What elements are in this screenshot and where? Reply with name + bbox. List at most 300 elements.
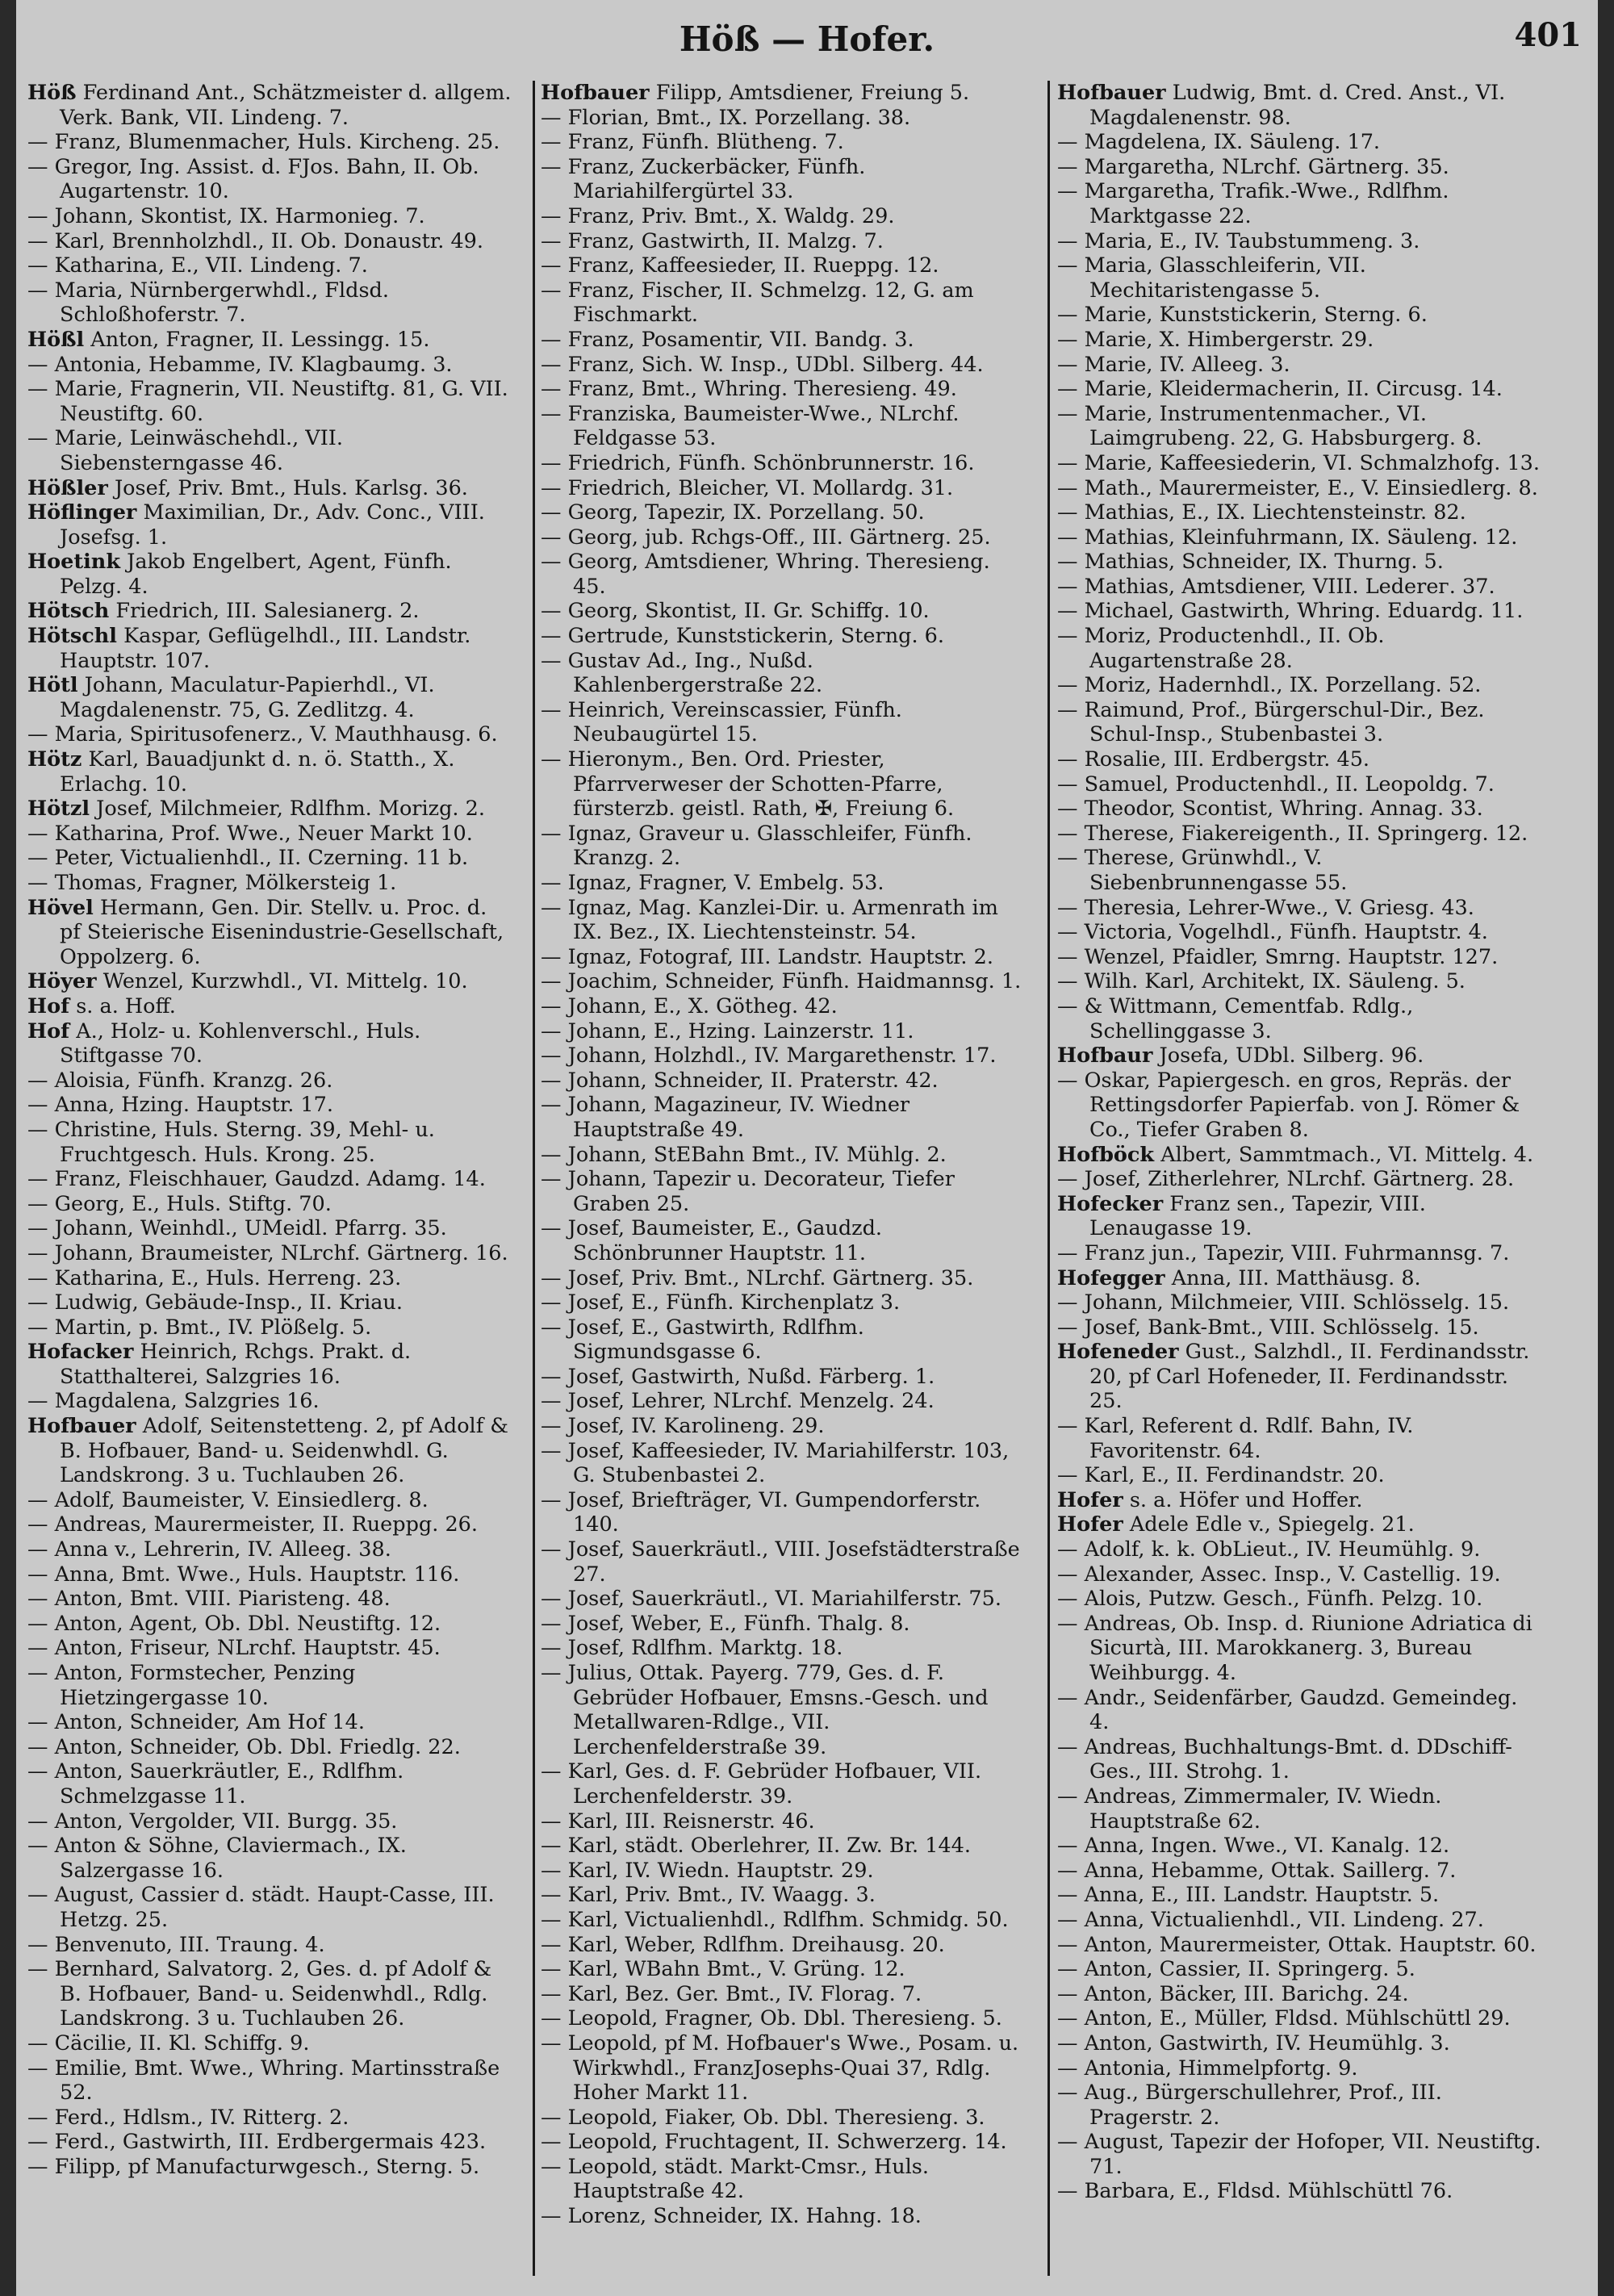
directory-entry bbox=[1057, 1587, 1541, 1612]
entry-text: — Benvenuto, III. Traung. 4. bbox=[27, 1932, 325, 1957]
directory-entry bbox=[541, 969, 1025, 994]
directory-entry bbox=[541, 500, 1025, 525]
entry-text: Anna, III. Matthäusg. 8. bbox=[1171, 1265, 1421, 1290]
entry-text: — Ignaz, Fotograf, III. Landstr. Hauptstr. 2. bbox=[541, 944, 993, 969]
entry-text: — Florian, Bmt., IX. Porzellang. 38. bbox=[541, 105, 911, 130]
entry-text: — Josef, Gastwirth, Nußd. Färberg. 1. bbox=[541, 1364, 935, 1389]
entry-text: — Gregor, Ing. Assist. d. FJos. Bahn, II. Ob. Augartenstr. 10. bbox=[27, 154, 486, 204]
entry-text: — Anton, Schneider, Ob. Dbl. Friedlg. 22. bbox=[27, 1734, 461, 1759]
directory-entry bbox=[1057, 328, 1541, 353]
entry-text: — Raimund, Prof., Bürgerschul-Dir., Bez. Schul-Insp., Stubenbastei 3. bbox=[1057, 697, 1491, 747]
entry-text: — Anton, Friseur, NLrchf. Hauptstr. 45. bbox=[27, 1636, 441, 1661]
directory-entry bbox=[541, 1587, 1025, 1612]
directory-entry bbox=[1057, 130, 1541, 155]
entry-text: — Alexander, Assec. Insp., V. Castellig. 19. bbox=[1057, 1562, 1501, 1587]
directory-entry bbox=[1057, 253, 1541, 303]
directory-entry bbox=[27, 1512, 512, 1537]
entry-text: — Marie, Leinwäschehdl., VII. Siebensterngasse 46. bbox=[27, 426, 350, 475]
entry-text: — Josef, E., Gastwirth, Rdlfhm. Sigmundsgasse 6. bbox=[541, 1315, 871, 1365]
directory-entry bbox=[27, 1414, 516, 1488]
entry-text: — Marie, Kunststickerin, Sterng. 6. bbox=[1057, 303, 1428, 328]
directory-entry bbox=[27, 846, 512, 871]
directory-entry bbox=[1057, 1069, 1541, 1143]
directory-entry bbox=[27, 673, 512, 722]
entry-text: — Karl, IV. Wiedn. Hauptstr. 29. bbox=[541, 1858, 874, 1883]
directory-entry bbox=[1057, 1290, 1541, 1315]
entry-text: — Marie, X. Himbergerstr. 29. bbox=[1057, 327, 1374, 352]
directory-entry bbox=[541, 1290, 1025, 1315]
entry-text: — Georg, Skontist, II. Gr. Schiffg. 10. bbox=[541, 599, 930, 624]
entry-text: — Anton, Bäcker, III. Barichg. 24. bbox=[1057, 1981, 1409, 2006]
column-divider bbox=[533, 81, 535, 2276]
entry-text: Ferdinand Ant., Schätzmeister d. allgem. Verk. Bank, VII. Lindeng. 7. bbox=[60, 81, 518, 130]
directory-entry bbox=[1057, 353, 1541, 378]
entry-text: — Anna, Victualienhdl., VII. Lindeng. 27. bbox=[1057, 1907, 1484, 1932]
directory-entry bbox=[1057, 920, 1541, 945]
directory-entry bbox=[27, 1537, 512, 1562]
entry-text: — Josef, Zitherlehrer, NLrchf. Gärtnerg. 28. bbox=[1057, 1167, 1515, 1192]
entry-text: — Katharina, E., VII. Lindeng. 7. bbox=[27, 253, 368, 278]
directory-entry bbox=[541, 155, 1025, 204]
directory-entry bbox=[541, 81, 1025, 106]
entry-text: — Maria, Nürnbergerwhdl., Fldsd. Schloßhoferstr. 7. bbox=[27, 278, 396, 328]
entry-text: — Franz, Fischer, II. Schmelzg. 12, G. am Fischmarkt. bbox=[541, 278, 981, 328]
entry-text: — Moriz, Hadernhdl., IX. Porzellang. 52. bbox=[1057, 673, 1482, 698]
entry-text: — Andreas, Zimmermaler, IV. Wiedn. Hauptstraße 62. bbox=[1057, 1784, 1449, 1834]
directory-entry bbox=[541, 1908, 1025, 1933]
directory-entry bbox=[1057, 1340, 1541, 1414]
entry-text: — Josef, Sauerkräutl., VI. Mariahilferstr. 75. bbox=[541, 1587, 1001, 1612]
directory-entry bbox=[1057, 1537, 1541, 1562]
directory-entry bbox=[541, 1167, 1025, 1216]
entry-text: — Anton, Gastwirth, IV. Heumühlg. 3. bbox=[1057, 2030, 1450, 2056]
directory-entry bbox=[1057, 81, 1541, 130]
directory-entry bbox=[27, 1093, 512, 1118]
entry-text: — August, Tapezir der Hofoper, VII. Neustiftg. 71. bbox=[1057, 2130, 1548, 2179]
directory-entry bbox=[1057, 377, 1541, 402]
directory-entry bbox=[541, 2155, 1025, 2204]
page-title: Höß — Hofer. bbox=[679, 19, 935, 59]
entry-text: — Georg, E., Huls. Stiftg. 70. bbox=[27, 1191, 332, 1216]
directory-entry bbox=[27, 1809, 512, 1834]
directory-entry bbox=[541, 698, 1025, 747]
entry-text: — Antonia, Hebamme, IV. Klagbaumg. 3. bbox=[27, 352, 453, 377]
directory-entry bbox=[1057, 402, 1541, 451]
entry-surname: Hövel bbox=[27, 895, 94, 920]
entry-text: — Karl, Weber, Rdlfhm. Dreihausg. 20. bbox=[541, 1932, 945, 1957]
directory-entry bbox=[541, 1389, 1025, 1414]
directory-entry bbox=[27, 1933, 512, 1958]
entry-text: — Joachim, Schneider, Fünfh. Haidmannsg. 1. bbox=[541, 969, 1022, 994]
directory-entry bbox=[27, 1735, 512, 1760]
entry-text: — Franz, Posamentir, VII. Bandg. 3. bbox=[541, 327, 914, 352]
entry-text: — Andreas, Maurermeister, II. Rueppg. 26. bbox=[27, 1512, 479, 1537]
directory-entry bbox=[1057, 698, 1541, 747]
directory-entry bbox=[1057, 624, 1541, 673]
entry-text: — Josef, E., Fünfh. Kirchenplatz 3. bbox=[541, 1290, 901, 1315]
directory-entry bbox=[541, 994, 1025, 1019]
entry-text: — Mathias, Schneider, IX. Thurng. 5. bbox=[1057, 550, 1444, 575]
directory-entry bbox=[1057, 945, 1541, 970]
directory-entry bbox=[1057, 476, 1541, 501]
entry-text: — Josef, Bank-Bmt., VIII. Schlösselg. 15. bbox=[1057, 1315, 1479, 1340]
entry-text: — Michael, Gastwirth, Whring. Eduardg. 11. bbox=[1057, 599, 1524, 624]
directory-entry bbox=[541, 747, 1025, 822]
directory-entry bbox=[541, 1809, 1025, 1834]
entry-surname: Hofbauer bbox=[1057, 81, 1166, 105]
entry-text: — Josef, Briefträger, VI. Gumpendorferstr. 140. bbox=[541, 1487, 988, 1537]
directory-entry bbox=[541, 278, 1025, 328]
directory-entry bbox=[27, 155, 512, 204]
entry-text: Josef, Milchmeier, Rdlfhm. Morizg. 2. bbox=[96, 797, 485, 822]
directory-entry bbox=[27, 1587, 512, 1612]
entry-text: — Friedrich, Fünfh. Schönbrunnerstr. 16. bbox=[541, 450, 975, 475]
entry-text: — Theodor, Scontist, Whring. Annag. 33. bbox=[1057, 797, 1483, 822]
entry-text: — Karl, E., II. Ferdinandstr. 20. bbox=[1057, 1463, 1385, 1488]
directory-entry bbox=[1057, 2179, 1541, 2204]
entry-text: — Anton & Söhne, Claviermach., IX. Salzergasse 16. bbox=[27, 1834, 413, 1883]
entry-surname: Hötsch bbox=[27, 599, 110, 624]
running-head bbox=[16, 15, 1598, 63]
entry-surname: Hößler bbox=[27, 475, 108, 500]
entry-text: — Johann, E., Hzing. Lainzerstr. 11. bbox=[541, 1018, 914, 1043]
entry-text: — Anton, Maurermeister, Ottak. Hauptstr. 60. bbox=[1057, 1932, 1537, 1957]
entry-text: A., Holz- u. Kohlenverschl., Huls. Stiftgasse 70. bbox=[60, 1018, 428, 1069]
directory-entry bbox=[541, 1365, 1025, 1390]
entry-surname: Höflinger bbox=[27, 500, 137, 525]
directory-entry bbox=[541, 2204, 1025, 2229]
entry-text: — Josef, Priv. Bmt., NLrchf. Gärtnerg. 35. bbox=[541, 1265, 974, 1290]
directory-entry bbox=[27, 1883, 512, 1932]
entry-text: — Victoria, Vogelhdl., Fünfh. Hauptstr. 4. bbox=[1057, 920, 1488, 945]
directory-entry bbox=[27, 1612, 512, 1637]
directory-entry bbox=[27, 2056, 512, 2106]
directory-entry bbox=[27, 1266, 512, 1291]
entry-text: — Andreas, Buchhaltungs-Bmt. d. DDschiff-Ges., III. Strohg. 1. bbox=[1057, 1734, 1512, 1784]
entry-text: s. a. Höfer und Hoffer. bbox=[1129, 1487, 1363, 1512]
directory-entry bbox=[1057, 2031, 1541, 2056]
entry-text: — Georg, Tapezir, IX. Porzellang. 50. bbox=[541, 500, 925, 525]
entry-text: — Gustav Ad., Ing., Nußd. Kahlenbergerstraße 22. bbox=[541, 648, 823, 698]
directory-entry bbox=[541, 353, 1025, 378]
directory-entry bbox=[541, 871, 1025, 896]
entry-text: — Leopold, Fragner, Ob. Dbl. Theresieng. 5. bbox=[541, 2006, 1002, 2031]
directory-entry bbox=[27, 1315, 512, 1340]
entry-text: — Johann, Schneider, II. Praterstr. 42. bbox=[541, 1068, 939, 1093]
directory-entry bbox=[1057, 303, 1541, 328]
directory-entry bbox=[541, 1537, 1025, 1587]
entry-text: — Marie, Fragnerin, VII. Neustiftg. 81, G. VII. Neustiftg. 60. bbox=[27, 377, 515, 426]
directory-entry bbox=[541, 599, 1025, 624]
entry-text: — Rosalie, III. Erdbergstr. 45. bbox=[1057, 747, 1370, 772]
entry-text: — Ludwig, Gebäude-Insp., II. Kriau. bbox=[27, 1290, 403, 1315]
entry-text: Gust., Salzhdl., II. Ferdinandsstr. 20, pf Carl Hofeneder, II. Ferdinandsstr. 25. bbox=[1089, 1340, 1537, 1414]
entry-text: — Karl, III. Reisnerstr. 46. bbox=[541, 1809, 815, 1834]
directory-entry bbox=[1057, 1414, 1541, 1463]
entry-text: — Therese, Fiakereigenth., II. Springerg. 12. bbox=[1057, 821, 1528, 846]
directory-entry bbox=[541, 1661, 1025, 1759]
directory-entry bbox=[541, 2031, 1025, 2106]
entry-text: — Hieronym., Ben. Ord. Priester, Pfarrverweser der Schotten-Pfarre, fürsterzb. geistl. Rath, ✠, Freiung 6. bbox=[541, 747, 955, 822]
directory-entry bbox=[27, 1290, 512, 1315]
directory-entry bbox=[1057, 2081, 1541, 2130]
entry-text: — Mathias, E., IX. Liechtensteinstr. 82. bbox=[1057, 500, 1466, 525]
directory-entry bbox=[27, 476, 512, 501]
entry-text: — Franz, Bmt., Whring. Theresieng. 49. bbox=[541, 377, 957, 402]
entry-surname: Hofbaur bbox=[1057, 1043, 1153, 1069]
entry-text: — Josef, Lehrer, NLrchf. Menzelg. 24. bbox=[541, 1389, 935, 1414]
directory-entry bbox=[541, 1093, 1025, 1142]
directory-entry bbox=[541, 1043, 1025, 1069]
entry-text: — Mathias, Kleinfuhrmann, IX. Säuleng. 12. bbox=[1057, 525, 1518, 550]
directory-entry bbox=[27, 722, 512, 747]
directory-entry bbox=[1057, 1167, 1541, 1192]
entry-text: Josefa, UDbl. Silberg. 96. bbox=[1159, 1043, 1424, 1069]
directory-entry bbox=[1057, 1686, 1541, 1735]
directory-entry bbox=[541, 1636, 1025, 1661]
directory-entry bbox=[27, 353, 512, 378]
entry-text: — Josef, Weber, E., Fünfh. Thalg. 8. bbox=[541, 1611, 910, 1636]
entry-text: Josef, Priv. Bmt., Huls. Karlsg. 36. bbox=[114, 475, 468, 500]
entry-text: — Anton, Sauerkräutler, E., Rdlfhm. Schmelzgasse 11. bbox=[27, 1759, 411, 1809]
entry-text: s. a. Hoff. bbox=[76, 993, 176, 1018]
entry-text: — Ferd., Hdlsm., IV. Ritterg. 2. bbox=[27, 2105, 349, 2130]
entry-surname: Hötschl bbox=[27, 624, 117, 649]
entry-text: — Moriz, Productenhdl., II. Ob. Augartenstraße 28. bbox=[1057, 624, 1391, 673]
entry-text: — Franz, Zuckerbäcker, Fünfh. Mariahilfergürtel 33. bbox=[541, 154, 872, 204]
column-3 bbox=[1057, 81, 1548, 2284]
entry-surname: Hofer bbox=[1057, 1487, 1123, 1512]
entry-text: — Johann, StEBahn Bmt., IV. Mühlg. 2. bbox=[541, 1142, 947, 1167]
entry-text: — Johann, Tapezir u. Decorateur, Tiefer Graben 25. bbox=[541, 1167, 962, 1216]
directory-entry bbox=[541, 624, 1025, 649]
entry-text: — Marie, IV. Alleeg. 3. bbox=[1057, 352, 1290, 377]
directory-entry bbox=[541, 106, 1025, 131]
entry-text: — Georg, Amtsdiener, Whring. Theresieng. 45. bbox=[541, 550, 997, 599]
entry-text: — Katharina, Prof. Wwe., Neuer Markt 10. bbox=[27, 821, 473, 846]
directory-entry bbox=[27, 797, 512, 822]
directory-entry bbox=[1057, 1883, 1541, 1908]
directory-entry bbox=[541, 328, 1025, 353]
directory-entry bbox=[541, 229, 1025, 254]
entry-surname: Hofbauer bbox=[27, 1414, 136, 1439]
entry-text: — Karl, Bez. Ger. Bmt., IV. Florag. 7. bbox=[541, 1981, 922, 2006]
directory-entry bbox=[541, 1982, 1025, 2007]
directory-entry bbox=[541, 896, 1025, 945]
directory-entry bbox=[1057, 772, 1541, 797]
entry-text: — Bernhard, Salvatorg. 2, Ges. d. pf Adolf & B. Hofbauer, Band- u. Seidenwhdl., Rdlg. Landskrong. 3 u. Tuchlauben 26. bbox=[27, 1957, 499, 2031]
page-number: 401 bbox=[1514, 16, 1582, 54]
entry-text: — Karl, Referent d. Rdlf. Bahn, IV. Favoritenstr. 64. bbox=[1057, 1414, 1420, 1463]
directory-entry bbox=[1057, 500, 1541, 525]
directory-entry bbox=[541, 2006, 1025, 2031]
entry-text: — Katharina, E., Huls. Herreng. 23. bbox=[27, 1265, 402, 1290]
directory-entry bbox=[27, 130, 512, 155]
entry-text: — Johann, Weinhdl., UMeidl. Pfarrg. 35. bbox=[27, 1216, 447, 1241]
entry-text: — Johann, E., X. Götheg. 42. bbox=[541, 993, 838, 1018]
directory-entry bbox=[27, 1834, 512, 1883]
directory-entry bbox=[27, 1019, 512, 1069]
directory-entry bbox=[541, 649, 1025, 698]
entry-text: — Andr., Seidenfärber, Gaudzd. Gemeindeg. 4. bbox=[1057, 1685, 1524, 1735]
directory-entry bbox=[27, 1118, 512, 1167]
entry-text: — Johann, Milchmeier, VIII. Schlösselg. 15. bbox=[1057, 1290, 1510, 1315]
directory-entry bbox=[27, 1636, 512, 1661]
entry-text: — Johann, Skontist, IX. Harmonieg. 7. bbox=[27, 203, 425, 228]
entry-text: — Emilie, Bmt. Wwe., Whring. Martinsstraße 52. bbox=[27, 2056, 507, 2106]
directory-entry bbox=[27, 747, 512, 797]
entry-text: — Leopold, Fruchtagent, II. Schwerzerg. 14. bbox=[541, 2130, 1007, 2155]
entry-text: — Magdelena, IX. Säuleng. 17. bbox=[1057, 130, 1381, 155]
directory-entry bbox=[1057, 1488, 1541, 1513]
directory-entry bbox=[1057, 1859, 1541, 1884]
entry-surname: Hofer bbox=[1057, 1512, 1123, 1537]
directory-entry bbox=[27, 377, 515, 426]
entry-text: — Franz, Fleischhauer, Gaudzd. Adamg. 14. bbox=[27, 1167, 486, 1192]
entry-text: Jakob Engelbert, Agent, Fünfh. Pelzg. 4. bbox=[60, 550, 458, 599]
directory-entry bbox=[1057, 229, 1541, 254]
entry-text: — Marie, Instrumentenmacher., VI. Laimgrubeng. 22, G. Habsburgerg. 8. bbox=[1057, 401, 1482, 451]
entry-text: Franz sen., Tapezir, VIII. Lenaugasse 19. bbox=[1089, 1191, 1432, 1241]
directory-entry bbox=[541, 2130, 1025, 2155]
directory-entry bbox=[27, 550, 512, 599]
directory-entry bbox=[541, 1069, 1025, 1094]
entry-text: Friedrich, III. Salesianerg. 2. bbox=[115, 599, 420, 624]
directory-entry bbox=[1057, 969, 1541, 994]
directory-entry bbox=[1057, 550, 1541, 575]
entry-text: — Franz, Gastwirth, II. Malzg. 7. bbox=[541, 228, 884, 253]
entry-surname: Hofbauer bbox=[541, 81, 650, 105]
entry-text: — Josef, Baumeister, E., Gaudzd. Schönbrunner Hauptstr. 11. bbox=[541, 1216, 889, 1265]
entry-text: — Franz, Priv. Bmt., X. Waldg. 29. bbox=[541, 203, 895, 228]
entry-text: — Maria, Glasschleiferin, VII. Mechitaristengasse 5. bbox=[1057, 253, 1373, 303]
entry-text: — Wilh. Karl, Architekt, IX. Säuleng. 5. bbox=[1057, 969, 1466, 994]
entry-text: — Maria, Spiritusofenerz., V. Mauthhausg. 6. bbox=[27, 722, 498, 747]
directory-entry bbox=[27, 1389, 512, 1414]
directory-entry bbox=[541, 1834, 1025, 1859]
directory-entry bbox=[27, 871, 512, 896]
entry-text: — Ignaz, Fragner, V. Embelg. 53. bbox=[541, 871, 884, 895]
entry-text: Ludwig, Bmt. d. Cred. Anst., VI. Magdalenenstr. 98. bbox=[1089, 81, 1512, 130]
directory-entry bbox=[541, 451, 1025, 476]
directory-entry bbox=[541, 1414, 1025, 1439]
entry-surname: Hof bbox=[27, 1018, 70, 1043]
directory-entry bbox=[1057, 1266, 1541, 1291]
directory-entry bbox=[541, 1266, 1025, 1291]
directory-entry bbox=[27, 278, 512, 328]
entry-text: Karl, Bauadjunkt d. n. ö. Statth., X. Erlachg. 10. bbox=[60, 747, 462, 797]
directory-entry bbox=[27, 1216, 512, 1241]
directory-entry bbox=[1057, 896, 1541, 921]
entry-text: — Anton, Cassier, II. Springerg. 5. bbox=[1057, 1957, 1415, 1982]
directory-entry bbox=[541, 550, 1025, 599]
directory-entry bbox=[1057, 846, 1541, 895]
entry-text: — Anna, Hebamme, Ottak. Saillerg. 7. bbox=[1057, 1858, 1457, 1883]
entry-text: — Johann, Braumeister, NLrchf. Gärtnerg. 16. bbox=[27, 1240, 508, 1265]
entry-surname: Hof bbox=[27, 993, 70, 1018]
directory-entry bbox=[1057, 179, 1541, 228]
entry-text: Heinrich, Rchgs. Prakt. d. Statthalterei, Salzgries 16. bbox=[60, 1340, 418, 1389]
directory-entry bbox=[27, 328, 512, 353]
directory-entry bbox=[27, 229, 512, 254]
entry-text: Anton, Fragner, II. Lessingg. 15. bbox=[90, 327, 430, 352]
directory-entry bbox=[541, 402, 1025, 451]
entry-text: — Peter, Victualienhdl., II. Czerning. 11 b. bbox=[27, 846, 469, 871]
entry-text: — Oskar, Papiergesch. en gros, Repräs. der Rettingsdorfer Papierfab. von J. Römer & Co., Tiefer Graben 8. bbox=[1057, 1068, 1527, 1142]
entry-text: — Anna, Ingen. Wwe., VI. Kanalg. 12. bbox=[1057, 1834, 1450, 1859]
directory-entry bbox=[1057, 525, 1541, 550]
entry-text: — Josef, IV. Karolineng. 29. bbox=[541, 1414, 825, 1439]
entry-text: — Aug., Bürgerschullehrer, Prof., III. Pragerstr. 2. bbox=[1057, 2081, 1449, 2130]
entry-text: — Lorenz, Schneider, IX. Hahng. 18. bbox=[541, 2204, 922, 2229]
directory-entry bbox=[1057, 673, 1541, 698]
directory-entry bbox=[1057, 1834, 1541, 1859]
entry-text: — Leopold, Fiaker, Ob. Dbl. Theresieng. 3. bbox=[541, 2105, 985, 2130]
entry-surname: Hötz bbox=[27, 747, 82, 772]
directory-entry bbox=[541, 204, 1025, 229]
directory-entry bbox=[1057, 1192, 1541, 1241]
entry-text: — Math., Maurermeister, E., V. Einsiedlerg. 8. bbox=[1057, 475, 1538, 500]
directory-entry bbox=[541, 1216, 1025, 1265]
directory-entry bbox=[1057, 2056, 1541, 2081]
directory-entry bbox=[541, 2106, 1025, 2131]
directory-entry bbox=[27, 204, 512, 229]
directory-entry bbox=[27, 426, 512, 475]
entry-surname: Hoetink bbox=[27, 550, 120, 575]
entry-text: — Mathias, Amtsdiener, VIII. Lederег. 37. bbox=[1057, 574, 1495, 599]
directory-entry bbox=[541, 1439, 1025, 1488]
directory-entry bbox=[27, 1069, 512, 1094]
directory-entry bbox=[541, 525, 1025, 550]
directory-entry bbox=[1057, 599, 1541, 624]
entry-text: — Josef, Kaffeesieder, IV. Mariahilferstr. 103, G. Stubenbastei 2. bbox=[541, 1438, 1016, 1488]
entry-text: — Anna, E., III. Landstr. Hauptstr. 5. bbox=[1057, 1883, 1440, 1908]
directory-entry bbox=[27, 1661, 512, 1710]
directory-entry bbox=[1057, 155, 1541, 180]
entry-text: — Heinrich, Vereinscassier, Fünfh. Neubaugürtel 15. bbox=[541, 697, 909, 747]
entry-text: Filipp, Amtsdiener, Freiung 5. bbox=[655, 81, 970, 105]
directory-entry bbox=[27, 994, 512, 1019]
directory-entry bbox=[541, 1019, 1025, 1044]
directory-entry bbox=[541, 1143, 1025, 1168]
directory-entry bbox=[1057, 1933, 1541, 1958]
directory-entry bbox=[1057, 1982, 1541, 2007]
entry-text: — Anton, Schneider, Am Hof 14. bbox=[27, 1710, 365, 1735]
entry-text: — Barbara, E., Fldsd. Mühlschüttl 76. bbox=[1057, 2179, 1453, 2204]
entry-text: — Anton, Vergolder, VII. Burgg. 35. bbox=[27, 1809, 398, 1834]
directory-entry bbox=[541, 945, 1025, 970]
directory-entry bbox=[27, 1241, 512, 1266]
entry-text: — Martin, p. Bmt., IV. Plößelg. 5. bbox=[27, 1315, 372, 1340]
directory-entry bbox=[541, 130, 1025, 155]
entry-text: — Johann, Holzhdl., IV. Margarethenstr. 17. bbox=[541, 1043, 997, 1069]
entry-text: — Leopold, städt. Markt-Cmsr., Huls. Hauptstraße 42. bbox=[541, 2154, 936, 2204]
entry-text: — Anton, E., Müller, Fldsd. Mühlschüttl 29. bbox=[1057, 2006, 1511, 2031]
directory-entry bbox=[541, 476, 1025, 501]
entry-text: — Anna, Hzing. Hauptstr. 17. bbox=[27, 1093, 333, 1118]
entry-text: — Christine, Huls. Sterng. 39, Mehl- u. Fruchtgesch. Huls. Krong. 25. bbox=[27, 1117, 441, 1167]
column-2 bbox=[541, 81, 1025, 2284]
entry-text: — Margaretha, Trafik.-Wwe., Rdlfhm. Marktgasse 22. bbox=[1057, 179, 1456, 228]
directory-entry bbox=[541, 1315, 1025, 1365]
entry-text: — Anna, Bmt. Wwe., Huls. Hauptstr. 116. bbox=[27, 1562, 460, 1587]
entry-text: — Anton, Formstecher, Penzing Hietzingergasse 10. bbox=[27, 1661, 362, 1710]
directory-entry bbox=[1057, 1043, 1541, 1069]
directory-entry bbox=[1057, 575, 1541, 600]
entry-text: Maximilian, Dr., Adv. Conc., VIII. Josefsg. 1. bbox=[60, 500, 492, 550]
entry-text: — & Wittmann, Cementfab. Rdlg., Schellinggasse 3. bbox=[1057, 993, 1420, 1043]
directory-entry bbox=[27, 1167, 512, 1192]
